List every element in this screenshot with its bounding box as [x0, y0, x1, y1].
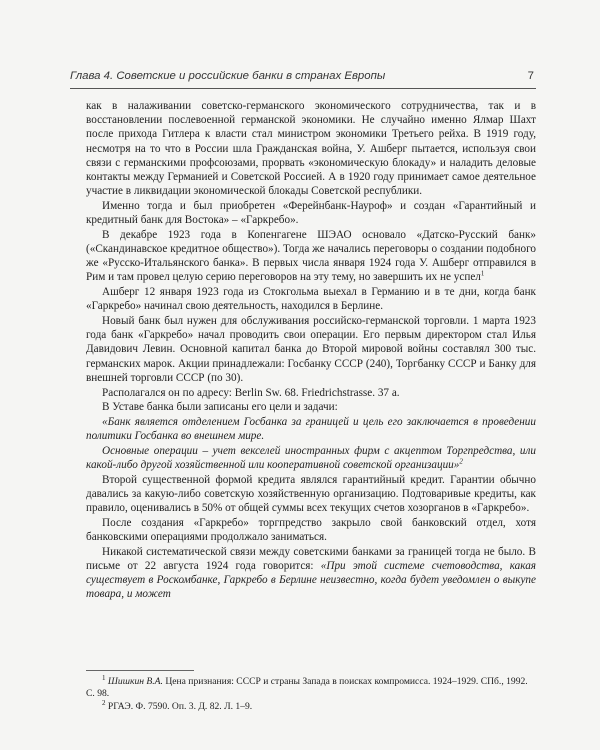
paragraph: После создания «Гаркребо» торгпредство закрыло свой банковский отдел, хотя банковскими операциями продолжало заниматься. — [86, 516, 536, 544]
footnote-author: Шишкин В.А. — [107, 676, 163, 687]
paragraph — [86, 228, 536, 285]
quote-paragraph: «Банк является отделением Госбанка за границей и цель его заключается в проведении политики Госбанка во внешнем мире. — [86, 415, 536, 443]
footnote-text: Цена признания: СССР и страны Запада в поисках компромисса. 1924–1929. СПб., 1992. С. 98. — [86, 676, 528, 700]
paragraph: В Уставе банка были записаны его цели и задачи: — [102, 401, 338, 414]
paragraph: Располагался он по адресу: Berlin Sw. 68. Friedrichstrasse. 37 a. — [102, 386, 400, 399]
chapter-title: Глава 4. Советские и российские банки в странах Европы — [70, 70, 386, 82]
paragraph: как в налаживании советско-германского экономического сотрудничества, так и в восстановлении послевоенной германской экономики. Не случайно именно Ялмар Шахт после прихода Гитлера к власти стал министром экономики Третьего рейха. В 1919 году, несмотря на то что в России шла Гражданская война, У. Ашберг пытается, используя свои связи с германскими профсоюзами, прорвать «экономическую блокаду» и наладить деловые контакты между Германией и Советской Россией. А в 1920 году принимает самое деятельное участие в ликвидации экономической блокады Советской республики. — [86, 100, 536, 198]
paragraph: Ашберг 12 января 1923 года из Стокгольма выехал в Германию и в те дни, когда банк «Гаркребо» начинал свою деятельность, находился в Берлине. — [86, 286, 536, 313]
footnote-ref: 2 — [459, 457, 463, 466]
footnote — [86, 698, 536, 713]
footnote-divider — [86, 670, 194, 671]
paragraph — [86, 545, 536, 602]
footnotes — [86, 673, 536, 713]
paragraph-text: Никакой систематической связи между советскими банками за границей тогда не было. В письме от 22 августа 1924 года говорится: — [86, 545, 536, 572]
paragraph: Новый банк был нужен для обслуживания российско-германской торговли. 1 марта 1923 года банк «Гаркребо» начал проводить свои операции. Его первым директором стал Илья Давидович Левин. Основной капитал банка до Второй мировой войны составлял 300 тыс. германских марок. Акции принадлежали: Госбанку СССР (240), Торгбанку СССР и Банку для внешней торговли СССР (по 30). — [86, 315, 536, 384]
main-text — [86, 99, 536, 602]
page-number: 7 — [527, 70, 534, 82]
footnote-text: РГАЭ. Ф. 7590. Оп. 3. Д. 82. Л. 1–9. — [107, 700, 253, 712]
paragraph: Второй существенной формой кредита являлся гарантийный кредит. Гарантии обычно давались за какую-либо советскую хозяйственную организацию. Подтоваривые кредиты, как правило, оценивались в 50% от общей суммы всех текущих счетов хозорганов в «Гаркребо». — [86, 473, 536, 515]
quote-text: Основные операции – учет векселей иностранных фирм с акцептом Торгпредства, или какой-либо другой хозяйственной или кооперативной советской организации» — [86, 444, 536, 472]
quote-text: «При этой системе счетоводства, какая существует в Роскомбанке, Гаркребо в Берлине неизвестно, когда будет уведомлен о выкупе товара, и может — [86, 560, 536, 601]
footnote — [86, 673, 536, 701]
quote-paragraph — [86, 444, 536, 472]
footnote-ref: 1 — [480, 269, 485, 278]
footnote-mark: 1 — [102, 673, 106, 682]
footnote-mark: 2 — [102, 698, 106, 707]
running-header — [70, 68, 536, 89]
paragraph-text: В декабре 1923 года в Копенгагене ШЭАО основало «Датско-Русский банк» («Скандинавское кредитное общество»). Тогда же начались переговоры о создании подобного же «Русско-Итальянского банка». В первых числа января 1924 года У. Ашберг отправился в Рим и там провел целую серию переговоров на эту тему, но завершить их не успел — [86, 228, 536, 284]
paragraph: Именно тогда и был приобретен «Ферейнбанк-Науроф» и создан «Гарантийный и кредитный банк для Востока» – «Гаркребо». — [86, 199, 536, 227]
